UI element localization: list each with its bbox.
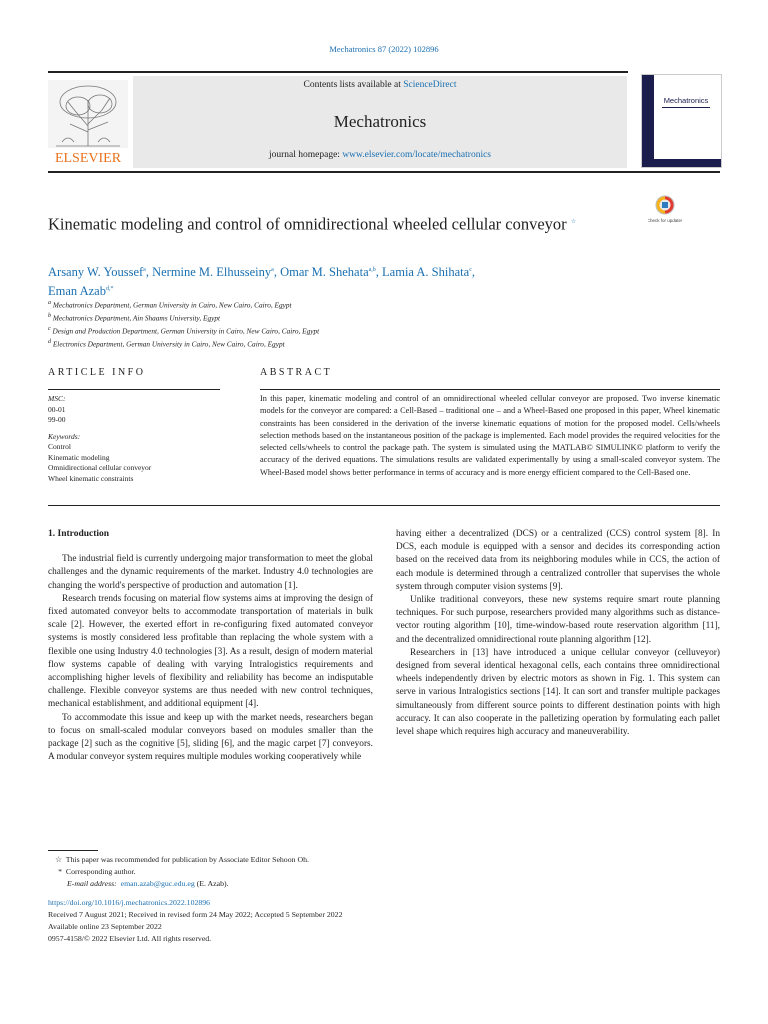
article-info-heading: ARTICLE INFO	[48, 367, 146, 378]
check-updates-icon	[648, 194, 682, 230]
footnotes	[48, 854, 548, 890]
journal-cover-thumbnail[interactable]	[641, 74, 722, 168]
cover-title: Mechatronics	[663, 96, 709, 105]
elsevier-wordmark: ELSEVIER	[54, 151, 122, 166]
body-right-column	[396, 528, 720, 739]
author-link[interactable]: Omar M. Shehata$^{a,b}$	[280, 265, 376, 280]
msc-label: MSC:	[48, 394, 66, 403]
article-info-rule	[48, 389, 220, 390]
email-link[interactable]: eman.azab@guc.edu.eg	[120, 879, 195, 888]
keyword: Control	[48, 442, 71, 451]
available-online: Available online 23 September 2022	[48, 922, 162, 931]
homepage-link[interactable]: www.elsevier.com/locate/mechatronics	[342, 150, 492, 160]
body-paragraph: The industrial field is currently undergoing major transformation to meet the global challenges and the dynamic requirements of the market. Industry 4.0 technologies are changing the world's perspective of production and automation [1].	[48, 554, 373, 591]
article-title-text: Kinematic modeling and control of omnidirectional wheeled cellular conveyor	[48, 214, 567, 234]
article-info-block	[48, 394, 248, 484]
abstract-rule	[260, 389, 720, 390]
contents-prefix: Contents lists available at	[303, 80, 404, 90]
body-paragraph: having either a decentralized (DCS) or a centralized (CCS) control system [8]. In DCS, each module is equipped with a sensor and decides its corresponding action based on the received data from its neighboring modules while in CCS, the action of each module is determined through a centralized controller that supervises the whole system through computer vision systems [9].	[396, 529, 720, 592]
journal-name: Mechatronics	[333, 112, 427, 131]
footnote-recommendation: ☆ This paper was recommended for publication by Associate Editor Sehoon Oh.	[55, 855, 309, 864]
homepage-prefix: journal homepage:	[268, 150, 343, 160]
contents-line	[133, 80, 627, 90]
footnote-email: E-mail address: eman.azab@guc.edu.eg (E. Azab).	[67, 879, 229, 888]
keyword: Wheel kinematic constraints	[48, 473, 134, 483]
body-left-column	[48, 528, 373, 764]
affiliation-item: $^c$ Design and Production Department, German University in Cairo, New Cairo, Cairo, Egypt	[48, 325, 320, 336]
header-rule-bottom	[48, 171, 720, 173]
affiliation-item: $^b$ Mechatronics Department, Ain Shaams University, Egypt	[48, 312, 221, 323]
publication-info	[48, 897, 548, 945]
check-updates-label: Check for updates	[648, 218, 682, 223]
footnote-corresponding: * Corresponding author.	[58, 867, 136, 876]
msc-code: 99-00	[48, 415, 66, 424]
section-heading: 1. Introduction	[48, 529, 110, 539]
body-paragraph: Unlike traditional conveyors, these new systems require smart route planning techniques. For such purpose, researchers provided many algorithms such as distance-vector routing algorithm [10], time-window-based route reservation algorithm [11], and the decentralized omnidirectional route planning algorithm [12].	[396, 595, 720, 645]
msc-code: 00-01	[48, 404, 66, 414]
body-paragraph: Researchers in [13] have introduced a unique cellular conveyor (celluveyor) designed from several identical hexagonal cells, each contains three omnidirectional wheels independently driven by electric motors as shown in Fig. 1. This system can serve in various Intralogistics sections [14]. It can sort and transfer multiple packages simultaneously from different source points to different destination points with high accuracy. It can also cooperate in the palletizing operation by formulating each pallet level shape which requires high accuracy and maneuverability.	[396, 647, 720, 738]
keyword: Omnidirectional cellular conveyor	[48, 463, 152, 472]
affiliation-item: $^a$ Mechatronics Department, German University in Cairo, New Cairo, Cairo, Egypt	[48, 300, 292, 310]
journal-citation[interactable]: Mechatronics 87 (2022) 102896	[329, 44, 439, 54]
author-link[interactable]: Nermine M. Elhusseiny$^a$	[152, 265, 274, 280]
sciencedirect-link[interactable]: ScienceDirect	[403, 80, 457, 90]
author-list: Arsany W. Youssef$^a$, Nermine M. Elhusseiny$^a$, Omar M. Shehata$^{a,b}$, Lamia A. Shihata$^c$, Eman Azab$^{d,*}$	[48, 265, 475, 299]
copyright: 0957-4158/© 2022 Elsevier Ltd. All rights reserved.	[48, 934, 212, 943]
header-rule-top	[48, 71, 628, 73]
check-for-updates-badge[interactable]	[648, 194, 682, 230]
cover-image-icon	[642, 75, 721, 167]
keyword: Kinematic modeling	[48, 452, 110, 462]
author-link[interactable]: Eman Azab$^{d,*}$	[48, 284, 114, 299]
affiliations	[48, 298, 608, 350]
footnote-rule	[48, 850, 98, 851]
abstract-heading: ABSTRACT	[260, 367, 333, 378]
elsevier-logo	[48, 80, 128, 166]
abstract-bottom-rule	[48, 505, 720, 506]
keywords-label: Keywords:	[48, 431, 81, 441]
journal-homepage	[133, 150, 627, 160]
elsevier-tree-icon	[48, 80, 128, 166]
affiliation-item: $^d$ Electronics Department, German University in Cairo, New Cairo, Cairo, Egypt	[48, 338, 285, 349]
doi-link[interactable]: https://doi.org/10.1016/j.mechatronics.2022.102896	[48, 898, 211, 907]
author-link[interactable]: Lamia A. Shihata$^c$	[382, 265, 472, 280]
abstract-text: In this paper, kinematic modeling and control of an omnidirectional wheeled cellular conveyor are proposed. Two inverse kinematic models for the conveyor are compared: a Cell-Based – traditional one – and a Wheel-Based one proposed in this paper, Wheel kinematic constraints has been considered in the derivation of the inverse kinematic equations of motion for the proposed model. Cells/wheels selection methods based on the instantaneous position of the package is implemented. Each model provides the required velocities for the selected cells/wheels to control the package path. The system is simulated using the MATLAB© SIMULINK© platform to verify the accuracy of the derived equations. The simulations results are validated experimentally by using a small-scaled conveyor system. The Wheel-Based model shows better performance in terms of accuracy and is more energy efficient compared to the Cell-Based one.	[260, 394, 720, 477]
title-footnote-mark[interactable]: ☆	[570, 219, 577, 225]
body-paragraph: Research trends focusing on material flow systems aims at improving the design of fixed automated conveyor belts to accommodate transportation of materials in bulk scale [2]. However, the exerted effort in re-configuring fixed automated conveyor systems is mostly considered less profitable than replacing the whole system with a flexible one using Industry 4.0 technologies [3]. As a result, design of modern material flow systems capable of dealing with varying Intralogistics requirements and accomplishing higher levels of flexibility and reliability has become an indisputable challenge. Flexible conveyor systems are thus needed with new control techniques, mechanical establishment, and additional equipment [4].	[48, 593, 373, 710]
received-dates: Received 7 August 2021; Received in revised form 24 May 2022; Accepted 5 September 2022	[48, 910, 343, 919]
article-title	[48, 212, 608, 235]
author-link[interactable]: Arsany W. Youssef$^a$	[48, 265, 146, 280]
body-paragraph: To accommodate this issue and keep up with the market needs, researchers began to focus on small-scaled modular conveyors based on modules smaller than the package [2] such as the cognitive [5], sliding [6], and the magic carpet [7] conveyors. A modular conveyor system requires multiple modules working cooperatively while	[48, 712, 373, 763]
